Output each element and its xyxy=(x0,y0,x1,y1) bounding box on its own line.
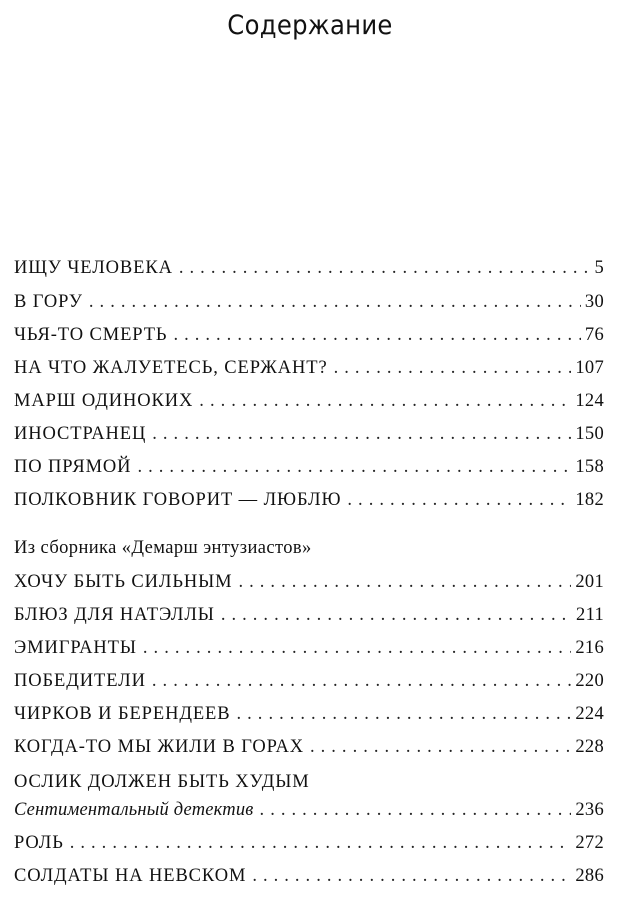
toc-leader-dots xyxy=(70,833,572,854)
toc-leader-dots xyxy=(143,638,571,659)
toc-entry-title: ЧИРКОВ И БЕРЕНДЕЕВ xyxy=(14,704,231,724)
toc-leader-dots xyxy=(347,490,571,511)
toc-entry-page: 216 xyxy=(575,638,604,658)
toc-leader-dots xyxy=(334,358,572,379)
toc-entry[interactable] xyxy=(14,258,604,284)
toc-entry-page: 107 xyxy=(575,358,604,378)
toc-entry-title: ПОБЕДИТЕЛИ xyxy=(14,671,146,691)
toc-entry-title: БЛЮЗ ДЛЯ НАТЭЛЛЫ xyxy=(14,605,215,625)
toc-entry-page: 224 xyxy=(575,704,604,724)
toc-entry[interactable] xyxy=(14,866,604,892)
toc-entry-page: 76 xyxy=(584,325,604,345)
toc-entry-title: КОГДА-ТО МЫ ЖИЛИ В ГОРАХ xyxy=(14,737,304,757)
toc-entry-page: 220 xyxy=(575,671,604,691)
toc-leader-dots xyxy=(152,424,571,445)
toc-entry[interactable] xyxy=(14,704,604,730)
toc-entry[interactable] xyxy=(14,358,604,384)
toc-leader-dots xyxy=(252,866,571,887)
toc-leader-dots xyxy=(199,391,571,412)
toc-leader-dots xyxy=(137,457,571,478)
toc-entry-title: ИНОСТРАНЕЦ xyxy=(14,424,147,444)
toc-entry[interactable] xyxy=(14,737,604,763)
toc-entry[interactable] xyxy=(14,457,604,483)
toc-leader-dots xyxy=(179,258,591,279)
toc-leader-dots xyxy=(152,671,571,692)
toc-entry[interactable] xyxy=(14,638,604,664)
toc-entry-title: НА ЧТО ЖАЛУЕТЕСЬ, СЕРЖАНТ? xyxy=(14,358,328,378)
toc-entry[interactable] xyxy=(14,833,604,859)
toc-entry-page: 236 xyxy=(575,800,604,820)
toc-entry[interactable] xyxy=(14,605,604,631)
toc-entry-title: МАРШ ОДИНОКИХ xyxy=(14,391,194,411)
toc-entry-title: ХОЧУ БЫТЬ СИЛЬНЫМ xyxy=(14,572,233,592)
toc-entry[interactable] xyxy=(14,671,604,697)
toc-entry-page: 201 xyxy=(575,572,604,592)
toc-entry[interactable] xyxy=(14,325,604,351)
toc-entry-page: 124 xyxy=(575,391,604,411)
toc-entry-page: 228 xyxy=(575,737,604,757)
toc-entry-page: 286 xyxy=(575,866,604,886)
toc-leader-dots xyxy=(237,704,572,725)
toc-leader-dots xyxy=(238,572,571,593)
toc-entry[interactable] xyxy=(14,572,604,598)
toc-leader-dots xyxy=(173,325,580,346)
toc-entry-title: ПО ПРЯМОЙ xyxy=(14,457,132,477)
toc-entry-title: ЭМИГРАНТЫ xyxy=(14,638,137,658)
toc-entry-title: ПОЛКОВНИК ГОВОРИТ — ЛЮБЛЮ xyxy=(14,490,342,510)
toc-entry[interactable] xyxy=(14,424,604,450)
toc-entry[interactable] xyxy=(14,490,604,516)
toc-entry-title: ЧЬЯ-ТО СМЕРТЬ xyxy=(14,325,168,345)
page-title: Содержание xyxy=(227,10,393,41)
toc-entry-page: 30 xyxy=(584,292,604,312)
toc-leader-dots xyxy=(310,737,571,758)
toc-entry-title: РОЛЬ xyxy=(14,833,64,853)
toc-entry[interactable] xyxy=(14,292,604,318)
toc-entry-page: 158 xyxy=(575,457,604,477)
toc-leader-dots xyxy=(260,800,572,821)
toc-entry[interactable] xyxy=(14,391,604,417)
toc-entry[interactable] xyxy=(14,800,604,826)
novel-heading: ОСЛИК ДОЛЖЕН БЫТЬ ХУДЫМ xyxy=(14,772,310,792)
toc-entry-page: 272 xyxy=(575,833,604,853)
toc-entry-page: 150 xyxy=(575,424,604,444)
toc-entry-title: СОЛДАТЫ НА НЕВСКОМ xyxy=(14,866,247,886)
toc-leader-dots xyxy=(89,292,581,313)
toc-entry-title: ИЩУ ЧЕЛОВЕКА xyxy=(14,258,173,278)
toc-entry-page: 211 xyxy=(576,605,604,625)
toc-leader-dots xyxy=(221,605,572,626)
toc-entry-subtitle: Сентиментальный детектив xyxy=(14,800,254,820)
toc-entry-title: В ГОРУ xyxy=(14,292,83,312)
toc-entry-page: 182 xyxy=(575,490,604,510)
collection-heading: Из сборника «Демарш энтузиастов» xyxy=(14,538,312,558)
toc-entry-page: 5 xyxy=(594,258,604,278)
